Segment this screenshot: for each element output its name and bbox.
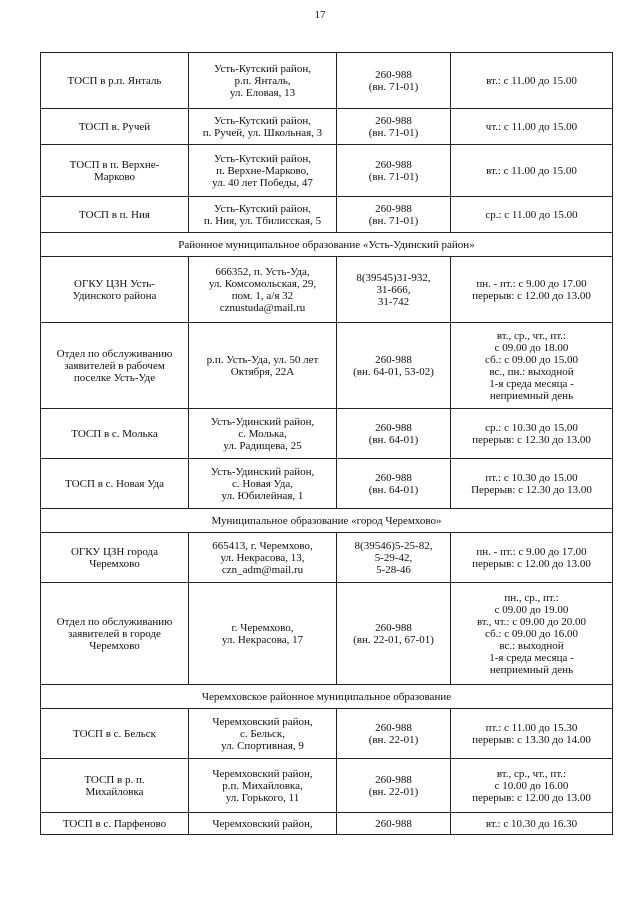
office-phone: 260-988 (вн. 71-01) (337, 109, 451, 145)
office-address: Усть-Кутский район, п. Верхне-Марково, ул. 40 лет Победы, 47 (189, 145, 337, 197)
office-hours: чт.: с 11.00 до 15.00 (451, 109, 613, 145)
office-hours: вт., ср., чт., пт.: с 09.00 до 18.00 сб.: с 09.00 до 15.00 вс., пн.: выходной 1-я среда месяца - неприемный день (451, 323, 613, 409)
office-hours: вт.: с 11.00 до 15.00 (451, 53, 613, 109)
office-address: р.п. Усть-Уда, ул. 50 лет Октября, 22А (189, 323, 337, 409)
office-phone: 8(39546)5-25-82, 5-29-42, 5-28-46 (337, 533, 451, 583)
office-hours: пн. - пт.: с 9.00 до 17.00 перерыв: с 12.00 до 13.00 (451, 533, 613, 583)
table-row (41, 759, 613, 813)
office-name: ТОСП в с. Новая Уда (41, 459, 189, 509)
section-row (41, 509, 613, 533)
office-phone: 260-988 (вн. 71-01) (337, 145, 451, 197)
office-address: Черемховский район, (189, 813, 337, 835)
table-row (41, 459, 613, 509)
section-row (41, 685, 613, 709)
table-row (41, 323, 613, 409)
office-phone: 260-988 (вн. 64-01) (337, 459, 451, 509)
table-row (41, 409, 613, 459)
table-row (41, 145, 613, 197)
table-row (41, 257, 613, 323)
office-name: ТОСП в с. Бельск (41, 709, 189, 759)
page-number: 17 (314, 9, 326, 21)
office-name: ТОСП в п. Ния (41, 197, 189, 233)
office-address: 666352, п. Усть-Уда, ул. Комсомольская, 29, пом. 1, а/я 32 cznustuda@mail.ru (189, 257, 337, 323)
office-hours: вт., ср., чт., пт.: с 10.00 до 16.00 перерыв: с 12.00 до 13.00 (451, 759, 613, 813)
office-name: Отдел по обслуживанию заявителей в рабочем поселке Усть-Уде (41, 323, 189, 409)
office-name: Отдел по обслуживанию заявителей в городе Черемхово (41, 583, 189, 685)
offices-table (40, 52, 613, 835)
office-address: Усть-Кутский район, п. Ручей, ул. Школьная, 3 (189, 109, 337, 145)
office-phone: 260-988 (вн. 64-01) (337, 409, 451, 459)
office-address: Усть-Удинский район, с. Молька, ул. Радищева, 25 (189, 409, 337, 459)
table-row (41, 109, 613, 145)
office-name: ТОСП в с. Молька (41, 409, 189, 459)
section-header: Муниципальное образование «город Черемхово» (41, 509, 613, 533)
office-hours: ср.: с 11.00 до 15.00 (451, 197, 613, 233)
table-row (41, 583, 613, 685)
office-address: Черемховский район, р.п. Михайловка, ул. Горького, 11 (189, 759, 337, 813)
office-name: ТОСП в п. Верхне- Марково (41, 145, 189, 197)
office-phone: 260-988 (вн. 22-01) (337, 759, 451, 813)
office-name: ТОСП в р.п. Янталь (41, 53, 189, 109)
office-address: Усть-Кутский район, п. Ния, ул. Тбилисская, 5 (189, 197, 337, 233)
office-name: ТОСП в р. п. Михайловка (41, 759, 189, 813)
office-phone: 260-988 (вн. 22-01, 67-01) (337, 583, 451, 685)
office-name: ТОСП в. Ручей (41, 109, 189, 145)
section-header: Районное муниципальное образование «Усть-Удинский район» (41, 233, 613, 257)
office-address: г. Черемхово, ул. Некрасова, 17 (189, 583, 337, 685)
office-phone: 260-988 (вн. 64-01, 53-02) (337, 323, 451, 409)
office-phone: 260-988 (вн. 71-01) (337, 197, 451, 233)
office-address: Усть-Кутский район, р.п. Янталь, ул. Еловая, 13 (189, 53, 337, 109)
office-phone: 260-988 (вн. 22-01) (337, 709, 451, 759)
table-row (41, 533, 613, 583)
office-address: Усть-Удинский район, с. Новая Уда, ул. Юбилейная, 1 (189, 459, 337, 509)
table-row (41, 53, 613, 109)
office-phone: 8(39545)31-932, 31-666, 31-742 (337, 257, 451, 323)
office-hours: ср.: с 10.30 до 15.00 перерыв: с 12.30 до 13.00 (451, 409, 613, 459)
office-hours: пн., ср., пт.: с 09.00 до 19.00 вт., чт.: с 09.00 до 20.00 сб.: с 09.00 до 16.00 вс.: выходной 1-я среда месяца - неприемный день (451, 583, 613, 685)
office-hours: вт.: с 11.00 до 15.00 (451, 145, 613, 197)
table-row (41, 709, 613, 759)
office-name: ОГКУ ЦЗН города Черемхово (41, 533, 189, 583)
office-address: Черемховский район, с. Бельск, ул. Спортивная, 9 (189, 709, 337, 759)
office-phone: 260-988 (вн. 71-01) (337, 53, 451, 109)
table-row (41, 197, 613, 233)
office-name: ОГКУ ЦЗН Усть- Удинского района (41, 257, 189, 323)
section-row (41, 233, 613, 257)
office-hours: пн. - пт.: с 9.00 до 17.00 перерыв: с 12.00 до 13.00 (451, 257, 613, 323)
office-hours: пт.: с 11.00 до 15.30 перерыв: с 13.30 до 14.00 (451, 709, 613, 759)
office-phone: 260-988 (337, 813, 451, 835)
office-address: 665413, г. Черемхово, ул. Некрасова, 13, czn_adm@mail.ru (189, 533, 337, 583)
office-hours: пт.: с 10.30 до 15.00 Перерыв: с 12.30 до 13.00 (451, 459, 613, 509)
table-row (41, 813, 613, 835)
office-name: ТОСП в с. Парфеново (41, 813, 189, 835)
office-hours: вт.: с 10.30 до 16.30 (451, 813, 613, 835)
section-header: Черемховское районное муниципальное образование (41, 685, 613, 709)
